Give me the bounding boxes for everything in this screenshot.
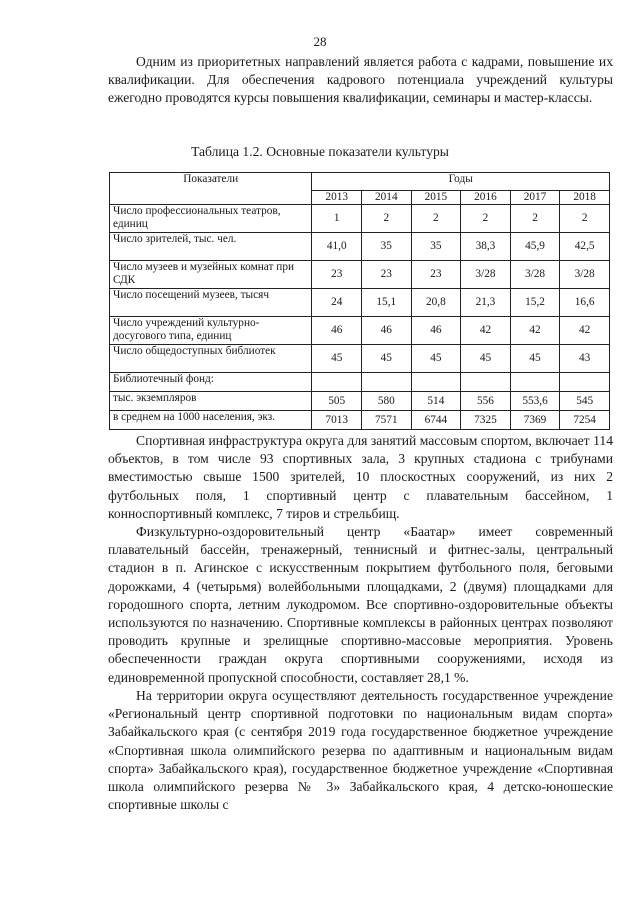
culture-indicators-table (109, 172, 610, 430)
table-cell: 45,9 (510, 233, 560, 261)
table-cell (560, 373, 610, 392)
table-cell: 23 (362, 261, 412, 289)
year-header: 2018 (560, 191, 610, 205)
table-cell: 46 (411, 317, 461, 345)
table-cell: 45 (510, 345, 560, 373)
table-cell: 7369 (510, 411, 560, 430)
table-cell: 23 (411, 261, 461, 289)
row-label: тыс. экземпляров (110, 392, 312, 411)
table-cell: 2 (411, 205, 461, 233)
table-cell: 7013 (312, 411, 362, 430)
table-cell: 38,3 (461, 233, 511, 261)
table-cell: 7571 (362, 411, 412, 430)
table-cell: 45 (362, 345, 412, 373)
table-cell (312, 373, 362, 392)
table-cell: 46 (362, 317, 412, 345)
table-cell: 7254 (560, 411, 610, 430)
table-cell (510, 373, 560, 392)
table-cell: 45 (312, 345, 362, 373)
territory-institutions-paragraph: На территории округа осуществляют деятельность государственное учреждение «Региональный центр спортивной подготовки по национальным видам спорта» Забайкальского края (с сентября 2019 года государственное бюджетное учреждение «Спортивная школа олимпийского резерва по адаптивным и национальным видам спорта» Забайкальского края), государственное бюджетное учреждение «Спортивная школа олимпийского резерва № 3» Забайкальского края, 4 детско-юношеские спортивные школы с (108, 688, 613, 813)
intro-paragraph: Одним из приоритетных направлений является работа с кадрами, повышение их квалификации. Для обеспечения кадрового потенциала учреждений культуры ежегодно проводятся курсы повышения квалификации, семинары и мастер-классы. (108, 54, 613, 106)
table-cell: 6744 (411, 411, 461, 430)
table-row (110, 261, 610, 289)
table-cell: 21,3 (461, 289, 511, 317)
table-cell: 2 (362, 205, 412, 233)
row-label: Библиотечный фонд: (110, 373, 312, 392)
baatar-center-paragraph: Физкультурно-оздоровительный центр «Баатар» имеет современный плавательный бассейн, тренажерный, теннисный и фитнес-залы, центральный стадион в п. Агинское с искусственным покрытием футбольного поля, беговыми дорожками, 4 (четырьмя) волейбольными площадками, 2 (двумя) площадками для городошного спорта, летним лукодромом. Все спортивно-оздоровительные объекты используются по назначению. Спортивные комплексы в районных центрах позволяют проводить крупные и зрелищные спортивно-массовые мероприятия. Уровень обеспеченности граждан округа спортивными сооружениями, исходя из единовременной пропускной способности, составляет 28,1 %. (108, 524, 613, 685)
table-cell: 41,0 (312, 233, 362, 261)
table-cell: 15,1 (362, 289, 412, 317)
table-cell: 45 (461, 345, 511, 373)
table-cell: 556 (461, 392, 511, 411)
table-caption: Таблица 1.2. Основные показатели культуры (191, 144, 449, 159)
row-label: в среднем на 1000 населения, экз. (110, 411, 312, 430)
table-cell: 35 (411, 233, 461, 261)
table-cell: 35 (362, 233, 412, 261)
table-cell: 3/28 (560, 261, 610, 289)
table-cell (362, 373, 412, 392)
table-cell: 42 (510, 317, 560, 345)
table-cell: 42 (461, 317, 511, 345)
row-label: Число зрителей, тыс. чел. (110, 233, 312, 261)
row-label: Число общедоступных библиотек (110, 345, 312, 373)
row-label: Число учреждений культурно-досугового типа, единиц (110, 317, 312, 345)
row-label: Число музеев и музейных комнат при СДК (110, 261, 312, 289)
sport-infrastructure-paragraph: Спортивная инфраструктура округа для занятий массовым спортом, включает 114 объектов, в том числе 93 спортивных зала, 3 крупных стадиона с трибунами вместимостью свыше 1500 зрителей, 10 плоскостных сооружений, из них 2 футбольных поля, 1 спортивный центр с плавательным бассейном, 1 конноспортивный комплекс, 7 тиров и стрельбищ. (108, 433, 613, 521)
table-cell: 20,8 (411, 289, 461, 317)
sport-paragraph-block (108, 432, 613, 523)
table-row (110, 411, 610, 430)
table-row (110, 373, 610, 392)
table-row (110, 205, 610, 233)
table-cell: 24 (312, 289, 362, 317)
table-cell: 16,6 (560, 289, 610, 317)
table-cell: 43 (560, 345, 610, 373)
header-years: Годы (312, 173, 610, 191)
table-cell: 46 (312, 317, 362, 345)
year-header: 2017 (510, 191, 560, 205)
table-cell: 45 (411, 345, 461, 373)
year-header: 2014 (362, 191, 412, 205)
table-cell: 2 (461, 205, 511, 233)
page-number: 28 (313, 34, 327, 49)
year-header: 2013 (312, 191, 362, 205)
table-cell: 505 (312, 392, 362, 411)
table-cell: 580 (362, 392, 412, 411)
row-label: Число посещений музеев, тысяч (110, 289, 312, 317)
table-cell: 2 (560, 205, 610, 233)
header-indicators: Показатели (110, 173, 312, 205)
baatar-paragraph-block (108, 523, 613, 687)
table-row (110, 392, 610, 411)
table-row (110, 345, 610, 373)
table-cell: 1 (312, 205, 362, 233)
year-header: 2016 (461, 191, 511, 205)
table-row (110, 317, 610, 345)
table-cell: 553,6 (510, 392, 560, 411)
table-cell: 545 (560, 392, 610, 411)
table-cell (461, 373, 511, 392)
intro-paragraph-block (108, 53, 613, 108)
table-cell: 42,5 (560, 233, 610, 261)
table-cell: 42 (560, 317, 610, 345)
table-cell: 7325 (461, 411, 511, 430)
table-row (110, 233, 610, 261)
row-label: Число профессиональных театров, единиц (110, 205, 312, 233)
table-cell: 15,2 (510, 289, 560, 317)
territory-paragraph-block (108, 687, 613, 814)
table-cell (411, 373, 461, 392)
table-cell: 23 (312, 261, 362, 289)
table-cell: 514 (411, 392, 461, 411)
year-header: 2015 (411, 191, 461, 205)
table-cell: 3/28 (461, 261, 511, 289)
table-row (110, 289, 610, 317)
table-cell: 2 (510, 205, 560, 233)
table-cell: 3/28 (510, 261, 560, 289)
